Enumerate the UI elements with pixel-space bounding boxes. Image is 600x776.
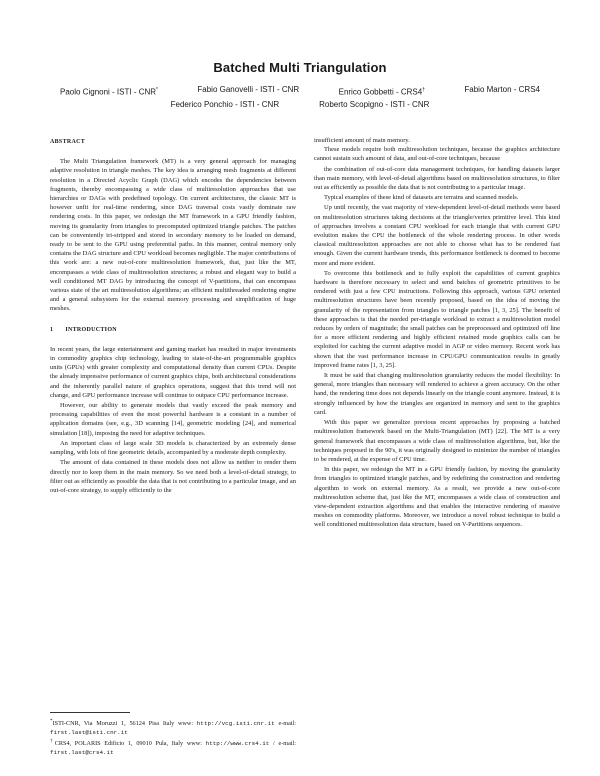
intro-paragraph-3: An important class of large scale 3D models is characterized by an extremely dense sampling, with lots of fine geometric details, accompanied by a moderate depth complexity. xyxy=(50,439,296,457)
author-block xyxy=(60,84,540,111)
footnote-1-url[interactable]: http://vcg.isti.cnr.it xyxy=(196,720,275,728)
left-column xyxy=(50,138,296,495)
author-2: Fabio Ganovelli - ISTI - CNR xyxy=(197,85,300,94)
introduction-heading xyxy=(50,326,296,335)
right-paragraph-7: It must be said that changing multiresolution granularity reduces the model flexibility: In general, more triangles than necessary will rendered to achieve a given accuracy. On the other hand, the rendering time does not depends linearly on the triangle count anymore. Instead, it is strongly influenced by how the triangles are organized in memory and sent to the graphics card. xyxy=(314,372,560,416)
intro-paragraph-2: However, our ability to generate models that vastly exceed the peak memory and processing capabilities of even the most powerful hardware is a constant in a number of application domains (see, e.g., 3D scanning [14], geometric modeling [24], and numerical simulation [18]), imposing the need for adaptive techniques. xyxy=(50,402,296,437)
intro-paragraph-1: In recent years, the large entertainment and gaming market has resulted in major investments in commodity graphics chip technology, leading to state-of-the-art programmable graphics units (GPUs) with greater complexity and computational density than current CPUs. Despite the already impressive performance of current graphics chips, both architectural considerations and the inherently parallel nature of graphics operations, suggest that this trend will not change, and GPU performance increase will continue to outpace CPU performance increase. xyxy=(50,345,296,399)
right-paragraph-2: These models require both multiresolution techniques, because the graphics architecture cannot sustain such amount of data, and out-of-core techniques, because xyxy=(314,146,560,163)
intro-paragraph-4: The amount of data contained in these models does not allow us neither to render them directly nor to keep them in the main memory. So we need both a level-of-detail strategy, to filter out as efficiently as possible the data that is not contributing to a particular image, and an out-of-core strategy, to supply efficiently to the xyxy=(50,459,296,494)
right-paragraph-8: With this paper we generalize previous recent approaches by proposing a batched multiresolution framework based on the Multi-Triangulation (MT) [22]. The MT is a very general framework that encompasses a wide class of multiresolution algorithms, but, like the techniques proposed in the 90's, it was originally designed to minimize the number of triangles to be rendered, at the expense of CPU time. xyxy=(314,419,560,463)
footnotes xyxy=(50,712,296,758)
right-paragraph-9: In this paper, we redesign the MT in a GPU friendly fashion, by moving the granularity from triangles to optimized triangle patches, and by redefining the construction and rendering algorithm to work on external memory. As a result, we provide a new out-of-core multiresolution scheme that, just like the MT, encompasses a wide class of construction and view-dependent extraction algorithms and that enables the interactive rendering of massive meshes on commodity platforms. Moreover, we introduce a novel robust technique to build a well conditioned multiresolution data structure, based on V-Partitions sequences. xyxy=(314,466,560,529)
author-5: Federico Ponchio - ISTI - CNR xyxy=(170,99,280,109)
abstract-heading: ABSTRACT xyxy=(50,139,86,145)
author-3: Enrico Gobbetti - CRS4† xyxy=(338,87,425,97)
author-row-2 xyxy=(60,99,540,111)
right-paragraph-5: Up until recently, the vast majority of view-dependent level-of-detail methods were based on multiresolution structures taking decisions at the triangle/vertex primitive level. This kind of approaches involves a constant CPU workload for each triangle that with current GPU evolution makes the CPU the bottleneck of the whole rendering process. In other words classical multiresolution approaches are not able to choose what has to be rendered fast enough. Given the current hardware trends, this performance bottleneck is doomed to become more and more evident. xyxy=(314,204,560,267)
author-4: Fabio Marton - CRS4 xyxy=(464,85,540,94)
paper-title: Batched Multi Triangulation xyxy=(213,60,387,75)
right-paragraph-1: insufficient amount of main memory. xyxy=(314,137,410,144)
right-column xyxy=(314,136,560,530)
right-paragraph-3: the combination of out-of-core data management techniques, for handling datasets larger than main memory, with level-of-detail algorithms based on multiresolution structures, to filter out as efficiently as possible the data that is not contributing to a particular image. xyxy=(314,165,560,192)
footnote-1-email[interactable]: first.last@isti.cnr.it xyxy=(50,728,128,736)
footnote-2-email[interactable]: first.last@crs4.it xyxy=(50,748,114,756)
author-row-1 xyxy=(60,84,540,99)
right-paragraph-4: Typical examples of these kind of datasets are terrains and scanned models. xyxy=(324,194,519,202)
section-number: 1 xyxy=(50,326,54,333)
section-title: INTRODUCTION xyxy=(65,326,117,333)
abstract-paragraph: The Multi Triangulation framework (MT) is a very general approach for managing adaptive resolution in triangle meshes. The key idea is arranging mesh fragments at different resolution in a Directed Acyclic Graph (DAG) which encodes the dependencies between fragments, thereby encompassing a wide class of multiresolution approaches that use hierarchies or DAGs with predefined topology. On current architectures, the classic MT is however unfit for real-time rendering, since DAG traversal costs vastly dominate raw rendering costs. In this paper, we redesign the MT framework in a GPU friendly fashion, moving its granularity from triangles to precomputed optimized triangle patches. The patches can be conveniently tri-stripped and stored in secondary memory to be loaded on demand, ready to be sent to the GPU using preferential paths. In this manner, central memory only contains the DAG structure and CPU workload becomes negligible. The major contributions of this work are: a new out-of-core multiresolution framework, that, just like the MT, encompasses a wide class of multiresolution structures; a robust and elegant way to build a well conditioned MT DAG by introducing the concept of V-partitions, that can encompass various state of the art multiresolution algorithms; an efficient multithreaded rendering engine and a general subsystem for the external memory processing and simplification of huge meshes. xyxy=(50,158,296,313)
author-1: Paolo Cignoni - ISTI - CNR* xyxy=(60,87,158,97)
footnote-2: †CRS4, POLARIS Edificio 1, 09010 Pula, Italy www: http://www.crs4.it / e-mail: first.last@crs4.it xyxy=(50,738,296,756)
footnote-2-url[interactable]: http://www.crs4.it xyxy=(205,740,270,748)
footnote-1: *ISTI-CNR, Via Moruzzi 1, 56124 Pisa Italy www: http://vcg.isti.cnr.it e-mail: first.last@isti.cnr.it xyxy=(50,718,296,736)
author-6: Roberto Scopigno - ISTI - CNR xyxy=(319,99,430,109)
right-paragraph-6: To overcome this bottleneck and to fully exploit the capabilities of current graphics hardware is therefore necessary to select and send batches of geometric primitives to be rendered with just a few CPU instructions. Following this approach, various GPU oriented multiresolution structures have been recently proposed, based on the idea of moving the granularity of the representation from triangles to triangle patches [1, 3, 25]. The benefit of these approaches is that the needed per-triangle workload to extract a multiresolution model reduces by orders of magnitude; the small patches can be preprocessed and optimized off line for a more efficient rendering and highly efficient retained mode graphics calls can be exploited for caching the current adaptive model in AGP or video memory. Recent work has shown that the vast performance increase in CPU/GPU communication results in greatly improved frame rates [1, 3, 25]. xyxy=(314,269,560,369)
footnote-rule xyxy=(50,712,130,713)
